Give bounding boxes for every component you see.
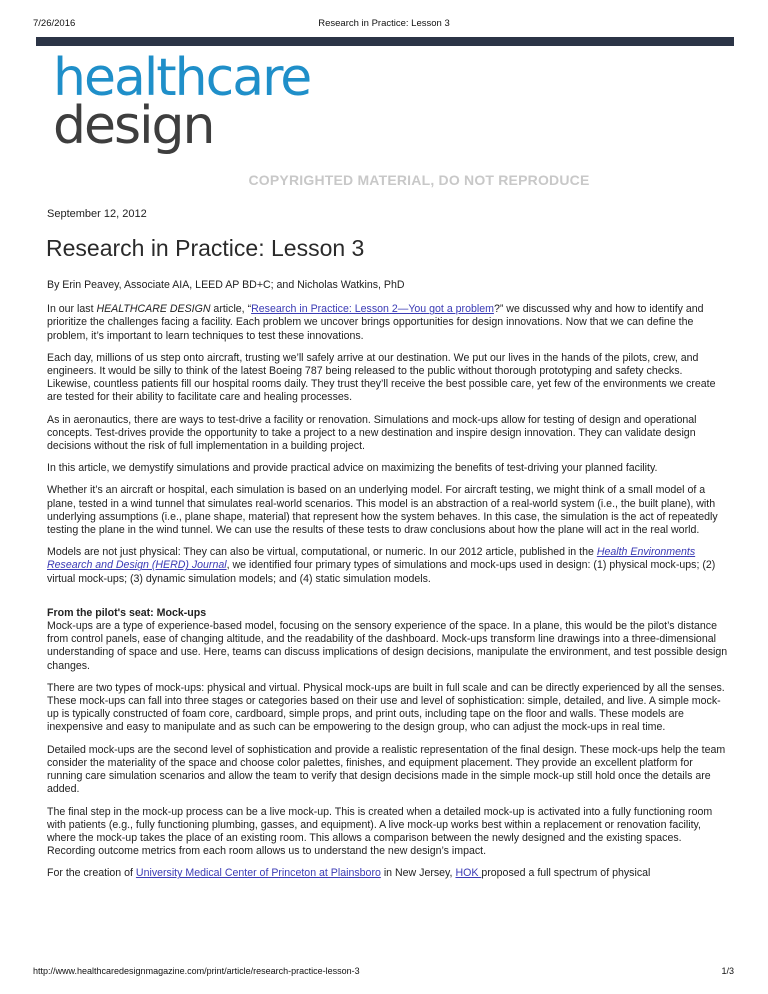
copyright-notice: COPYRIGHTED MATERIAL, DO NOT REPRODUCE	[248, 172, 590, 188]
section-spacer	[47, 595, 728, 607]
header-rule	[36, 37, 734, 46]
lesson-2-link[interactable]: Research in Practice: Lesson 2—You got a problem	[251, 303, 494, 316]
hok-link[interactable]: HOK	[455, 867, 482, 880]
paragraph-2: Each day, millions of us step onto aircraft, trusting we’ll safely arrive at our destination. We put our lives in the hands of the pilots, crew, and engineers. It would be silly to think of the latest Boeing 787 being released to the public without thorough prototyping and safety checks. Likewise, countless patients fill our hospital rooms daily. They trust they’ll receive the best possible care, yet few of the environments we create are tested for their ability to facilitate care and healing processes.	[47, 351, 716, 404]
article-byline: By Erin Peavey, Associate AIA, LEED AP BD+C; and Nicholas Watkins, PhD	[47, 279, 405, 291]
logo-line-healthcare: healthcare	[53, 48, 311, 108]
paragraph-4: In this article, we demystify simulations and provide practical advice on maximizing the benefits of test-driving your planned facility.	[47, 462, 658, 475]
section-heading-mockups: From the pilot's seat: Mock-ups	[47, 606, 207, 619]
umcpp-link[interactable]: University Medical Center of Princeton at Plainsboro	[135, 867, 381, 880]
paragraph-1	[47, 303, 728, 343]
paragraph-6	[47, 546, 728, 586]
herd-journal-link[interactable]: Health Environments Research and Design (HERD) Journal	[47, 546, 696, 572]
p6-text-start: Models are not just physical: They can also be virtual, computational, or numeric. In our 2012 article, published in the	[47, 546, 597, 559]
healthcare-design-logo	[53, 48, 311, 156]
p6-text-end: , we identified four primary types of simulations and mock-ups used in design: (1) physical mock-ups; (2) virtual mock-ups; (3) dynamic simulation models; and (4) static simulation models.	[47, 559, 716, 585]
article-title: Research in Practice: Lesson 3	[46, 235, 365, 261]
article-date: September 12, 2012	[47, 208, 147, 220]
p1-text-middle: article, “	[210, 303, 252, 316]
p11-text-end: proposed a full spectrum of physical	[481, 867, 651, 880]
print-url: http://www.healthcaredesignmagazine.com/print/article/research-practice-lesson-3	[33, 966, 360, 976]
p11-text-middle: in New Jersey,	[380, 867, 456, 880]
paragraph-9: Detailed mock-ups are the second level of sophistication and provide a realistic representation of the final design. These mock-ups help the team consider the materiality of the space and choose color palettes, finishes, and equipment placement. They provide an excellent platform for running care simulation scenarios and allow the team to verify that design decisions made in the simple mock-up still hold once the details are added.	[47, 743, 726, 796]
p7-text: Mock-ups are a type of experience-based model, focusing on the sensory experience of the space. In a plane, this would be the pilot’s distance from control panels, ease of changing altitude, and the readability of the dashboard. Mock-ups transform line drawings into a three-dimensional understanding of space and use. Here, teams can discuss implications of design decisions, manipulate the environment, and test possible design changes.	[47, 620, 728, 672]
paragraph-3: As in aeronautics, there are ways to test-drive a facility or renovation. Simulations and mock-ups allow for testing of design and operational concepts. Test-drives provide the opportunity to take a project to a new destination and inspire design innovation. They can validate design decisions without the risk of full implementation in a building project.	[47, 413, 697, 453]
p11-text-start: For the creation of	[47, 867, 136, 880]
print-page-title: Research in Practice: Lesson 3	[318, 18, 450, 29]
paragraph-5: Whether it’s an aircraft or hospital, each simulation is based on an underlying model. For aircraft testing, we might think of a small model of a plane, tested in a wind tunnel that simulates real-world scenarios. This model is an abstraction of a real-world system (i.e., the built plane), with underlying assumptions (i.e., plane shape, material) that represent how the system behaves. In this case, the simulation is the act of repeatedly testing the plane in the wind tunnel. We can use the results of these tests to draw conclusions about how the plane will act in the real world.	[47, 484, 718, 537]
print-footer	[0, 966, 768, 980]
paragraph-7	[47, 607, 728, 673]
article-body	[47, 279, 728, 890]
paragraph-11	[47, 867, 728, 880]
logo-line-design: design	[53, 96, 214, 156]
print-header	[0, 18, 768, 32]
p1-publication-name: HEALTHCARE DESIGN	[96, 303, 211, 316]
print-date: 7/26/2016	[33, 18, 76, 29]
p1-text-start: In our last	[47, 303, 97, 316]
page-number: 1/3	[721, 966, 734, 976]
paragraph-8: There are two types of mock-ups: physical and virtual. Physical mock-ups are built in full scale and can be directly experienced by all the senses. These mock-ups can fall into three stages or categories based on their use and level of sophistication: simple, detailed, and live. A simple mock-up is typically constructed of foam core, cardboard, simple props, and print outs, including tape on the floor and walls. These models are inexpensive and easy to manipulate and as such can be empowering to the design group, who can adjust the mock-ups in real time.	[47, 681, 725, 734]
paragraph-10: The final step in the mock-up process can be a live mock-up. This is created when a detailed mock-up is activated into a fully functioning room with patients (e.g., fully functioning plumbing, gasses, and equipment). A live mock-up works best within a replacement or renovation facility, where the mock-up takes the place of an existing room. This allows a comparison between the newly designed and the existing spaces. Recording outcome metrics from each room allows us to understand the new design’s impact.	[47, 805, 713, 858]
p1-text-end: ?” we discussed why and how to identify and prioritize the challenges facing a facility. Each problem we uncover brings opportunities for design innovations. Now that we can define the problem, it’s important to learn techniques to test these innovations.	[47, 303, 704, 342]
